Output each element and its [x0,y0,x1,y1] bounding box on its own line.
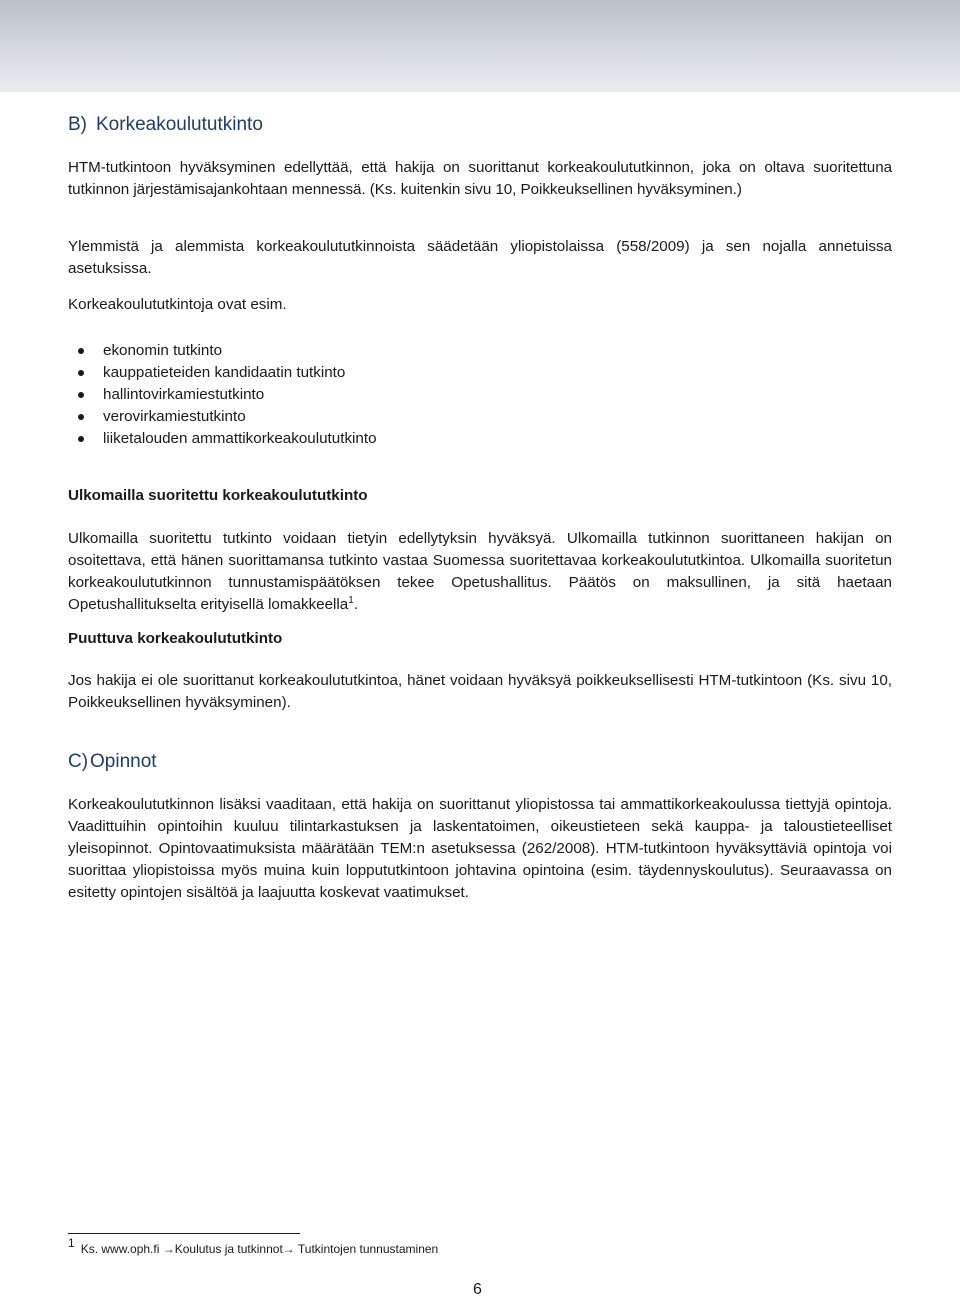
page-number: 6 [473,1281,482,1298]
list-item [68,340,377,362]
abroad-degree-paragraph [68,528,892,618]
bullet-icon [78,392,84,398]
page-header-band [0,0,960,92]
section-b-paragraph-1: HTM-tutkintoon hyväksyminen edellyttää, että hakija on suorittanut korkeakoulututkinnon, joka on oltava suoritettuna tutkinnon järjestämisajankohtaan mennessä. (Ks. kuitenkin sivu 10, Poikkeuksellinen hyväksyminen.) [68,159,892,198]
footnote-number: 1 [68,1236,75,1250]
section-b-paragraph-3: Korkeakoulututkintoja ovat esim. [68,296,287,313]
missing-degree-heading: Puuttuva korkeakoulututkinto [68,630,283,647]
abroad-degree-end: . [353,596,359,613]
section-c-title: Opinnot [90,751,157,772]
list-item-text: verovirkamiestutkinto [103,408,246,425]
section-b-title: Korkeakoulututkinto [96,114,263,135]
footnote [68,1236,439,1256]
footnote-reference[interactable]: 1 [348,595,354,606]
footnote-divider [68,1233,300,1234]
list-item-text: hallintovirkamiestutkinto [103,386,265,403]
section-c-heading [68,751,157,773]
bullet-icon [78,348,84,354]
list-item [68,406,377,428]
list-item-text: ekonomin tutkinto [103,342,223,359]
section-b-heading [68,114,263,136]
list-item [68,384,377,406]
list-item [68,362,377,384]
list-item-text: liiketalouden ammattikorkeakoulututkinto [103,430,377,447]
section-c-letter: C) [68,751,89,772]
section-c-paragraph: Korkeakoulututkinnon lisäksi vaaditaan, että hakija on suorittanut yliopistossa tai ammattikorkeakoulussa tiettyjä opintoja. Vaadittuihin opintoihin kuuluu tilintarkastuksen ja laskentatoimen, oikeustieteen sekä kauppa- ja taloustieteelliset yleisopinnot. Opintovaatimuksista määrätään TEM:n asetuksessa (262/2008). HTM-tutkintoon hyväksyttäviä opintoja voi suorittaa yliopistoissa myös muina kuin loppututkintoon johtavina opintoina (esim. täydennyskoulutus). Seuraavassa on esitetty opintojen sisältöä ja laajuutta koskevat vaatimukset. [68,796,892,901]
abroad-degree-heading: Ulkomailla suoritettu korkeakoulututkinto [68,487,368,504]
missing-degree-paragraph: Jos hakija ei ole suorittanut korkeakoulututkintoa, hänet voidaan hyväksyä poikkeuksellisesti HTM-tutkintoon (Ks. sivu 10, Poikkeuksellinen hyväksyminen). [68,672,892,711]
bullet-icon [78,370,84,376]
degree-list [68,340,377,450]
section-b-letter: B) [68,114,87,135]
bullet-icon [78,414,84,420]
footnote-text: Ks. www.oph.fi →Koulutus ja tutkinnot→ Tutkintojen tunnustaminen [80,1242,439,1256]
section-b-paragraph-2: Ylemmistä ja alemmista korkeakoulututkinnoista säädetään yliopistolaissa (558/2009) ja sen nojalla annetuissa asetuksissa. [68,238,892,277]
list-item [68,428,377,450]
abroad-degree-text: Ulkomailla suoritettu tutkinto voidaan tietyin edellytyksin hyväksyä. Ulkomailla tutkinnon suorittaneen hakijan on osoitettava, että hänen suorittamansa tutkinto vastaa Suomessa suoritettavaa korkeakoulututkintoa. Ulkomailla suoritetun korkeakoulututkinnon tunnustamispäätöksen tekee Opetushallitus. Päätös on maksullinen, ja sitä haetaan Opetushallitukselta erityisellä lomakkeella [68,530,892,613]
list-item-text: kauppatieteiden kandidaatin tutkinto [103,364,346,381]
bullet-icon [78,436,84,442]
